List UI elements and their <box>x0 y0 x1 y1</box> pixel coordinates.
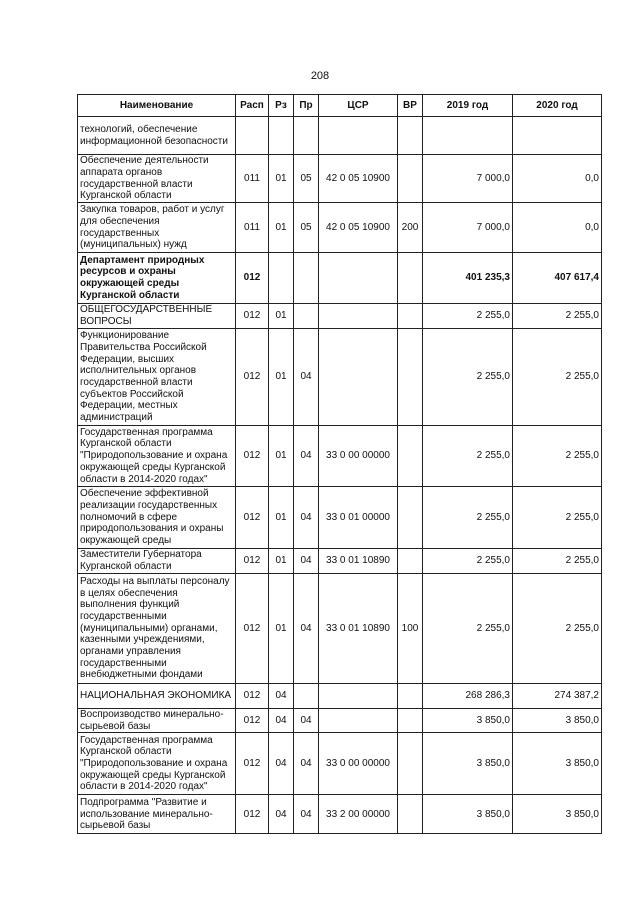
row-name: Обеспечение деятельности аппарата органов государственной власти Курганской области <box>78 155 236 203</box>
row-pr <box>294 684 319 709</box>
table-row <box>78 329 602 426</box>
row-csr: 33 0 00 00000 <box>319 426 398 487</box>
row-rz: 04 <box>269 795 294 834</box>
row-pr <box>294 117 319 155</box>
row-rz: 01 <box>269 574 294 684</box>
row-name: НАЦИОНАЛЬНАЯ ЭКОНОМИКА <box>78 684 236 709</box>
row-csr <box>319 253 398 304</box>
budget-table <box>77 94 602 834</box>
row-vr <box>398 155 423 203</box>
row-rz: 01 <box>269 203 294 253</box>
row-csr <box>319 304 398 329</box>
row-2020: 0,0 <box>513 155 602 203</box>
header-pr: Пр <box>294 95 319 117</box>
row-rz: 01 <box>269 155 294 203</box>
row-rasp: 012 <box>236 795 269 834</box>
page-number: 208 <box>310 70 330 82</box>
row-vr <box>398 795 423 834</box>
row-pr: 05 <box>294 203 319 253</box>
row-rz <box>269 253 294 304</box>
table-row <box>78 426 602 487</box>
row-vr <box>398 253 423 304</box>
row-rz: 01 <box>269 426 294 487</box>
row-rasp: 012 <box>236 426 269 487</box>
row-2019: 7 000,0 <box>423 203 513 253</box>
row-name: Государственная программа Курганской области "Природопользование и охрана окружающей среды Курганской области в 2014-2020 годах" <box>78 426 236 487</box>
row-rz: 01 <box>269 487 294 549</box>
row-vr <box>398 304 423 329</box>
row-vr <box>398 733 423 795</box>
row-2019: 2 255,0 <box>423 574 513 684</box>
header-rasp: Расп <box>236 95 269 117</box>
row-rasp: 011 <box>236 203 269 253</box>
row-rz: 04 <box>269 709 294 733</box>
header-rz: Рз <box>269 95 294 117</box>
row-rasp: 012 <box>236 549 269 574</box>
row-name: Расходы на выплаты персоналу в целях обеспечения выполнения функций государственными (муниципальными) органами, казенными учреждениями, органами управления государственными внебюджетными фондами <box>78 574 236 684</box>
row-vr <box>398 329 423 426</box>
row-2020: 407 617,4 <box>513 253 602 304</box>
row-2019: 2 255,0 <box>423 329 513 426</box>
table-row <box>78 203 602 253</box>
row-vr <box>398 426 423 487</box>
row-2020: 2 255,0 <box>513 549 602 574</box>
row-csr <box>319 709 398 733</box>
row-csr <box>319 684 398 709</box>
row-name: Подпрограмма "Развитие и использование минерально-сырьевой базы <box>78 795 236 834</box>
row-pr <box>294 304 319 329</box>
table-row <box>78 684 602 709</box>
row-2019: 3 850,0 <box>423 733 513 795</box>
header-2020: 2020 год <box>513 95 602 117</box>
row-2020: 2 255,0 <box>513 487 602 549</box>
row-2020: 3 850,0 <box>513 795 602 834</box>
row-csr: 33 0 01 00000 <box>319 487 398 549</box>
row-2020 <box>513 117 602 155</box>
row-rz: 01 <box>269 549 294 574</box>
row-rasp <box>236 117 269 155</box>
row-pr: 04 <box>294 709 319 733</box>
row-rasp: 011 <box>236 155 269 203</box>
table-row <box>78 574 602 684</box>
row-csr <box>319 329 398 426</box>
row-pr: 04 <box>294 733 319 795</box>
row-vr <box>398 487 423 549</box>
row-rasp: 012 <box>236 684 269 709</box>
row-name: Государственная программа Курганской области "Природопользование и охрана окружающей среды Курганской области в 2014-2020 годах" <box>78 733 236 795</box>
row-pr: 04 <box>294 329 319 426</box>
row-vr <box>398 709 423 733</box>
table-row <box>78 709 602 733</box>
row-csr <box>319 117 398 155</box>
row-name: Заместители Губернатора Курганской области <box>78 549 236 574</box>
row-2020: 3 850,0 <box>513 733 602 795</box>
row-2019: 2 255,0 <box>423 426 513 487</box>
row-vr: 200 <box>398 203 423 253</box>
row-rasp: 012 <box>236 253 269 304</box>
row-2019: 2 255,0 <box>423 487 513 549</box>
row-csr: 33 0 01 10890 <box>319 574 398 684</box>
row-vr <box>398 117 423 155</box>
row-rasp: 012 <box>236 329 269 426</box>
row-vr: 100 <box>398 574 423 684</box>
row-csr: 33 0 00 00000 <box>319 733 398 795</box>
row-csr: 42 0 05 10900 <box>319 203 398 253</box>
row-pr: 04 <box>294 487 319 549</box>
row-2020: 274 387,2 <box>513 684 602 709</box>
row-pr <box>294 253 319 304</box>
row-rz: 01 <box>269 304 294 329</box>
row-rasp: 012 <box>236 709 269 733</box>
row-pr: 04 <box>294 549 319 574</box>
row-rasp: 012 <box>236 574 269 684</box>
row-csr: 33 0 01 10890 <box>319 549 398 574</box>
row-vr <box>398 684 423 709</box>
header-2019: 2019 год <box>423 95 513 117</box>
row-pr: 04 <box>294 426 319 487</box>
row-rz <box>269 117 294 155</box>
row-2019: 7 000,0 <box>423 155 513 203</box>
row-2019: 268 286,3 <box>423 684 513 709</box>
row-rz: 01 <box>269 329 294 426</box>
table-row <box>78 117 602 155</box>
table-row <box>78 549 602 574</box>
row-rasp: 012 <box>236 304 269 329</box>
row-2020: 2 255,0 <box>513 426 602 487</box>
row-csr: 42 0 05 10900 <box>319 155 398 203</box>
header-name: Наименование <box>78 95 236 117</box>
row-rz: 04 <box>269 684 294 709</box>
row-pr: 04 <box>294 795 319 834</box>
row-2020: 2 255,0 <box>513 329 602 426</box>
table-row <box>78 733 602 795</box>
row-name: Закупка товаров, работ и услуг для обеспечения государственных (муниципальных) нужд <box>78 203 236 253</box>
row-name: технологий, обеспечение информационной безопасности <box>78 117 236 155</box>
header-csr: ЦСР <box>319 95 398 117</box>
row-2019: 401 235,3 <box>423 253 513 304</box>
table-row <box>78 304 602 329</box>
row-2019: 2 255,0 <box>423 549 513 574</box>
table-row <box>78 487 602 549</box>
row-2020: 2 255,0 <box>513 574 602 684</box>
row-name: Обеспечение эффективной реализации государственных полномочий в сфере природопользования и охраны окружающей среды <box>78 487 236 549</box>
header-vr: ВР <box>398 95 423 117</box>
row-2019: 3 850,0 <box>423 795 513 834</box>
row-name: ОБЩЕГОСУДАРСТВЕННЫЕ ВОПРОСЫ <box>78 304 236 329</box>
row-csr: 33 2 00 00000 <box>319 795 398 834</box>
row-rasp: 012 <box>236 733 269 795</box>
table-row <box>78 795 602 834</box>
table-header-row <box>78 95 602 117</box>
row-2020: 2 255,0 <box>513 304 602 329</box>
row-name: Воспроизводство минерально-сырьевой базы <box>78 709 236 733</box>
row-rz: 04 <box>269 733 294 795</box>
row-2019 <box>423 117 513 155</box>
row-name: Департамент природных ресурсов и охраны окружающей среды Курганской области <box>78 253 236 304</box>
row-2020: 0,0 <box>513 203 602 253</box>
row-2019: 2 255,0 <box>423 304 513 329</box>
row-2019: 3 850,0 <box>423 709 513 733</box>
table-row <box>78 155 602 203</box>
row-vr <box>398 549 423 574</box>
row-name: Функционирование Правительства Российской Федерации, высших исполнительных органов государственной власти субъектов Российской Федерации, местных администраций <box>78 329 236 426</box>
row-rasp: 012 <box>236 487 269 549</box>
row-pr: 04 <box>294 574 319 684</box>
table-row <box>78 253 602 304</box>
row-2020: 3 850,0 <box>513 709 602 733</box>
row-pr: 05 <box>294 155 319 203</box>
